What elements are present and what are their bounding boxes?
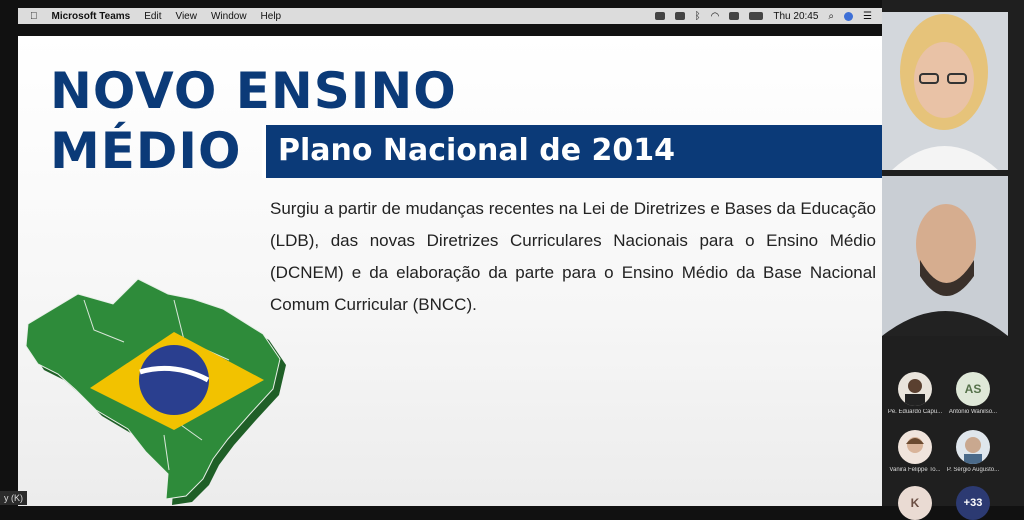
slide-body-text: Surgiu a partir de mudanças recentes na Lei de Diretrizes e Bases da Educação (LDB), das novas Diretrizes Curriculares Nacionais para o Ensino Médio (DCNEM) e da elaboração da parte para o Ensino Médio da Base Nacional Comum Curricular (BNCC). xyxy=(270,199,876,314)
participant-2-video xyxy=(882,176,1008,336)
participant-3-photo xyxy=(898,430,932,464)
bluetooth-icon[interactable]: ᛒ xyxy=(694,10,701,22)
clock[interactable]: Thu 20:45 xyxy=(773,10,819,22)
search-icon[interactable]: ⌕ xyxy=(828,10,835,22)
teams-status-icon[interactable] xyxy=(675,12,685,20)
bottom-left-tooltip: y (K) xyxy=(0,491,27,505)
menu-window[interactable]: Window xyxy=(203,10,240,22)
status-extension-icon[interactable] xyxy=(655,12,665,20)
participant-1-photo xyxy=(898,372,932,406)
shared-presentation-slide xyxy=(18,36,882,506)
more-participants-badge[interactable]: +33 xyxy=(956,486,990,520)
brazil-map-flag-graphic xyxy=(24,270,294,506)
slide-title-line-1: NOVO ENSINO xyxy=(50,62,457,120)
participant-avatar-2[interactable]: AS xyxy=(956,372,990,406)
video-tile-participant-1[interactable] xyxy=(882,12,1008,170)
menu-view[interactable]: View xyxy=(167,10,190,22)
notification-center-icon[interactable]: ☰ xyxy=(863,10,872,22)
menu-edit[interactable]: Edit xyxy=(136,10,154,22)
participant-avatar-1[interactable] xyxy=(898,372,932,406)
participant-name-1: Pe. Eduardo Capu... xyxy=(887,409,943,415)
participant-1-video xyxy=(882,12,1008,170)
participant-4-photo xyxy=(956,430,990,464)
siri-icon[interactable] xyxy=(844,12,853,21)
battery-icon[interactable] xyxy=(749,12,763,20)
participant-name-2: Antonio Wanilso... xyxy=(948,409,998,415)
participant-avatar-4[interactable] xyxy=(956,430,990,464)
participant-avatar-3[interactable] xyxy=(898,430,932,464)
participant-name-4: P. Sérgio Augusto... xyxy=(946,467,1000,473)
video-tile-participant-2[interactable] xyxy=(882,176,1008,336)
apple-icon[interactable] xyxy=(30,11,38,22)
menu-help[interactable]: Help xyxy=(253,10,274,22)
macos-menu-bar xyxy=(18,8,882,24)
participant-name-3: Vanira Felippe To... xyxy=(889,467,941,473)
participants-sidebar xyxy=(882,0,1024,510)
slide-banner-text: Plano Nacional de 2014 xyxy=(278,133,676,168)
app-menu-microsoft-teams[interactable]: Microsoft Teams xyxy=(44,10,123,22)
slide-banner xyxy=(262,125,882,178)
slide-title-line-2: MÉDIO xyxy=(50,122,242,180)
airplay-icon[interactable] xyxy=(729,12,739,20)
participant-avatar-5[interactable]: K xyxy=(898,486,932,520)
wifi-icon[interactable]: ◠ xyxy=(710,10,720,22)
